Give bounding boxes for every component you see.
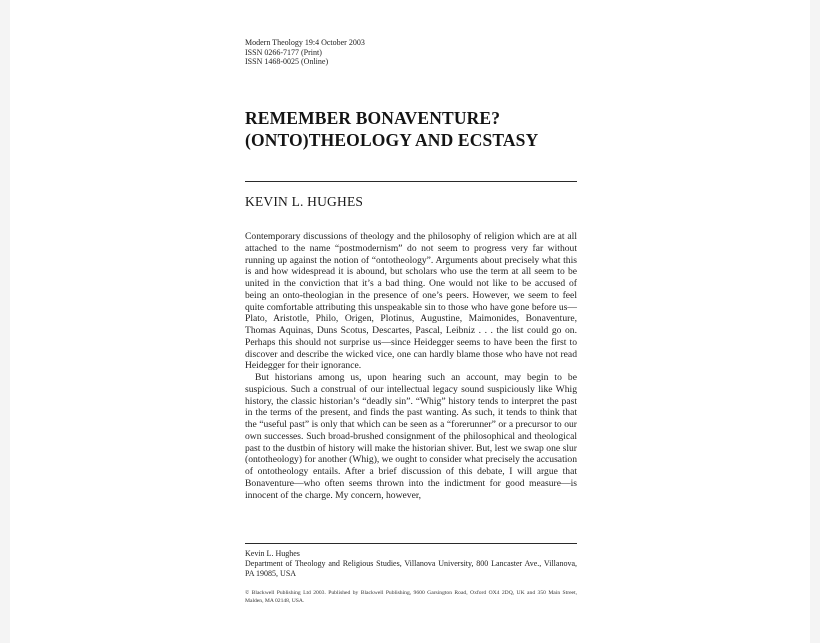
- issn-online: ISSN 1468-0025 (Online): [245, 57, 329, 66]
- footnote-divider: [245, 543, 577, 544]
- footnote-affiliation: Department of Theology and Religious Studies, Villanova University, 800 Lancaster Ave., Villanova, PA 19085, USA: [245, 559, 577, 578]
- title-divider: [245, 181, 577, 182]
- article-body: [245, 231, 577, 501]
- journal-info: [245, 38, 577, 67]
- footnote-author-name: Kevin L. Hughes: [245, 549, 300, 558]
- title-line-1: REMEMBER BONAVENTURE?: [245, 107, 501, 128]
- title-line-2: (ONTO)THEOLOGY AND ECSTASY: [245, 129, 539, 150]
- copyright-notice: © Blackwell Publishing Ltd 2003. Published by Blackwell Publishing, 9600 Garsington Road, Oxford OX4 2DQ, UK and 350 Main Street, Malden, MA 02148, USA.: [245, 590, 577, 604]
- author-footnote: [245, 549, 577, 579]
- journal-citation: Modern Theology 19:4 October 2003: [245, 38, 365, 47]
- issn-print: ISSN 0266-7177 (Print): [245, 47, 322, 57]
- page-edge-right: [810, 0, 820, 643]
- body-paragraph-1: Contemporary discussions of theology and the philosophy of religion which are at all attached to the name “postmodernism” do not seem to progress very far without running up against the notion of “ontotheology”. Arguments about precisely what this is and how widespread it is abound, but scholars who use the term at all seem to be united in the conviction that it’s a bad thing. One would not like to be accused of being an onto-theologian in the presence of one’s peers. However, we seem to feel quite comfortable attributing this unspeakable sin to those who have gone before us—Plato, Aristotle, Philo, Origen, Plotinus, Augustine, Maimonides, Bonaventure, Thomas Aquinas, Duns Scotus, Descartes, Pascal, Leibniz . . . the list could go on. Perhaps this should not surprise us—since Heidegger seems to have been the first to discover and describe the wicked vice, one can hardly blame those who have not read Heidegger for their ignorance.: [245, 231, 577, 372]
- article-title: [245, 107, 577, 151]
- article-author: KEVIN L. HUGHES: [245, 193, 364, 209]
- body-paragraph-2: But historians among us, upon hearing such an account, may begin to be suspicious. Such a construal of our intellectual legacy sound suspiciously like Whig history, the classic historian’s “deadly sin”. “Whig” history tends to interpret the past in the terms of the present, and finds the past wanting. As such, it tends to think that the “useful past” is only that which can be seen as a “forerunner” or a precursor to our own successes. Such broad-brushed consignment of the philosophical and theological past to the dustbin of history will make the historian shiver. But, lest we swap one slur (ontotheology) for another (Whig), we ought to consider what precisely the accusation of ontotheology entails. After a brief discussion of this debate, I will argue that Bonaventure—who often seems thrown into the indictment for good measure—is innocent of the charge. My concern, however,: [245, 372, 577, 501]
- article-page: [245, 38, 577, 604]
- page-edge-left: [0, 0, 10, 643]
